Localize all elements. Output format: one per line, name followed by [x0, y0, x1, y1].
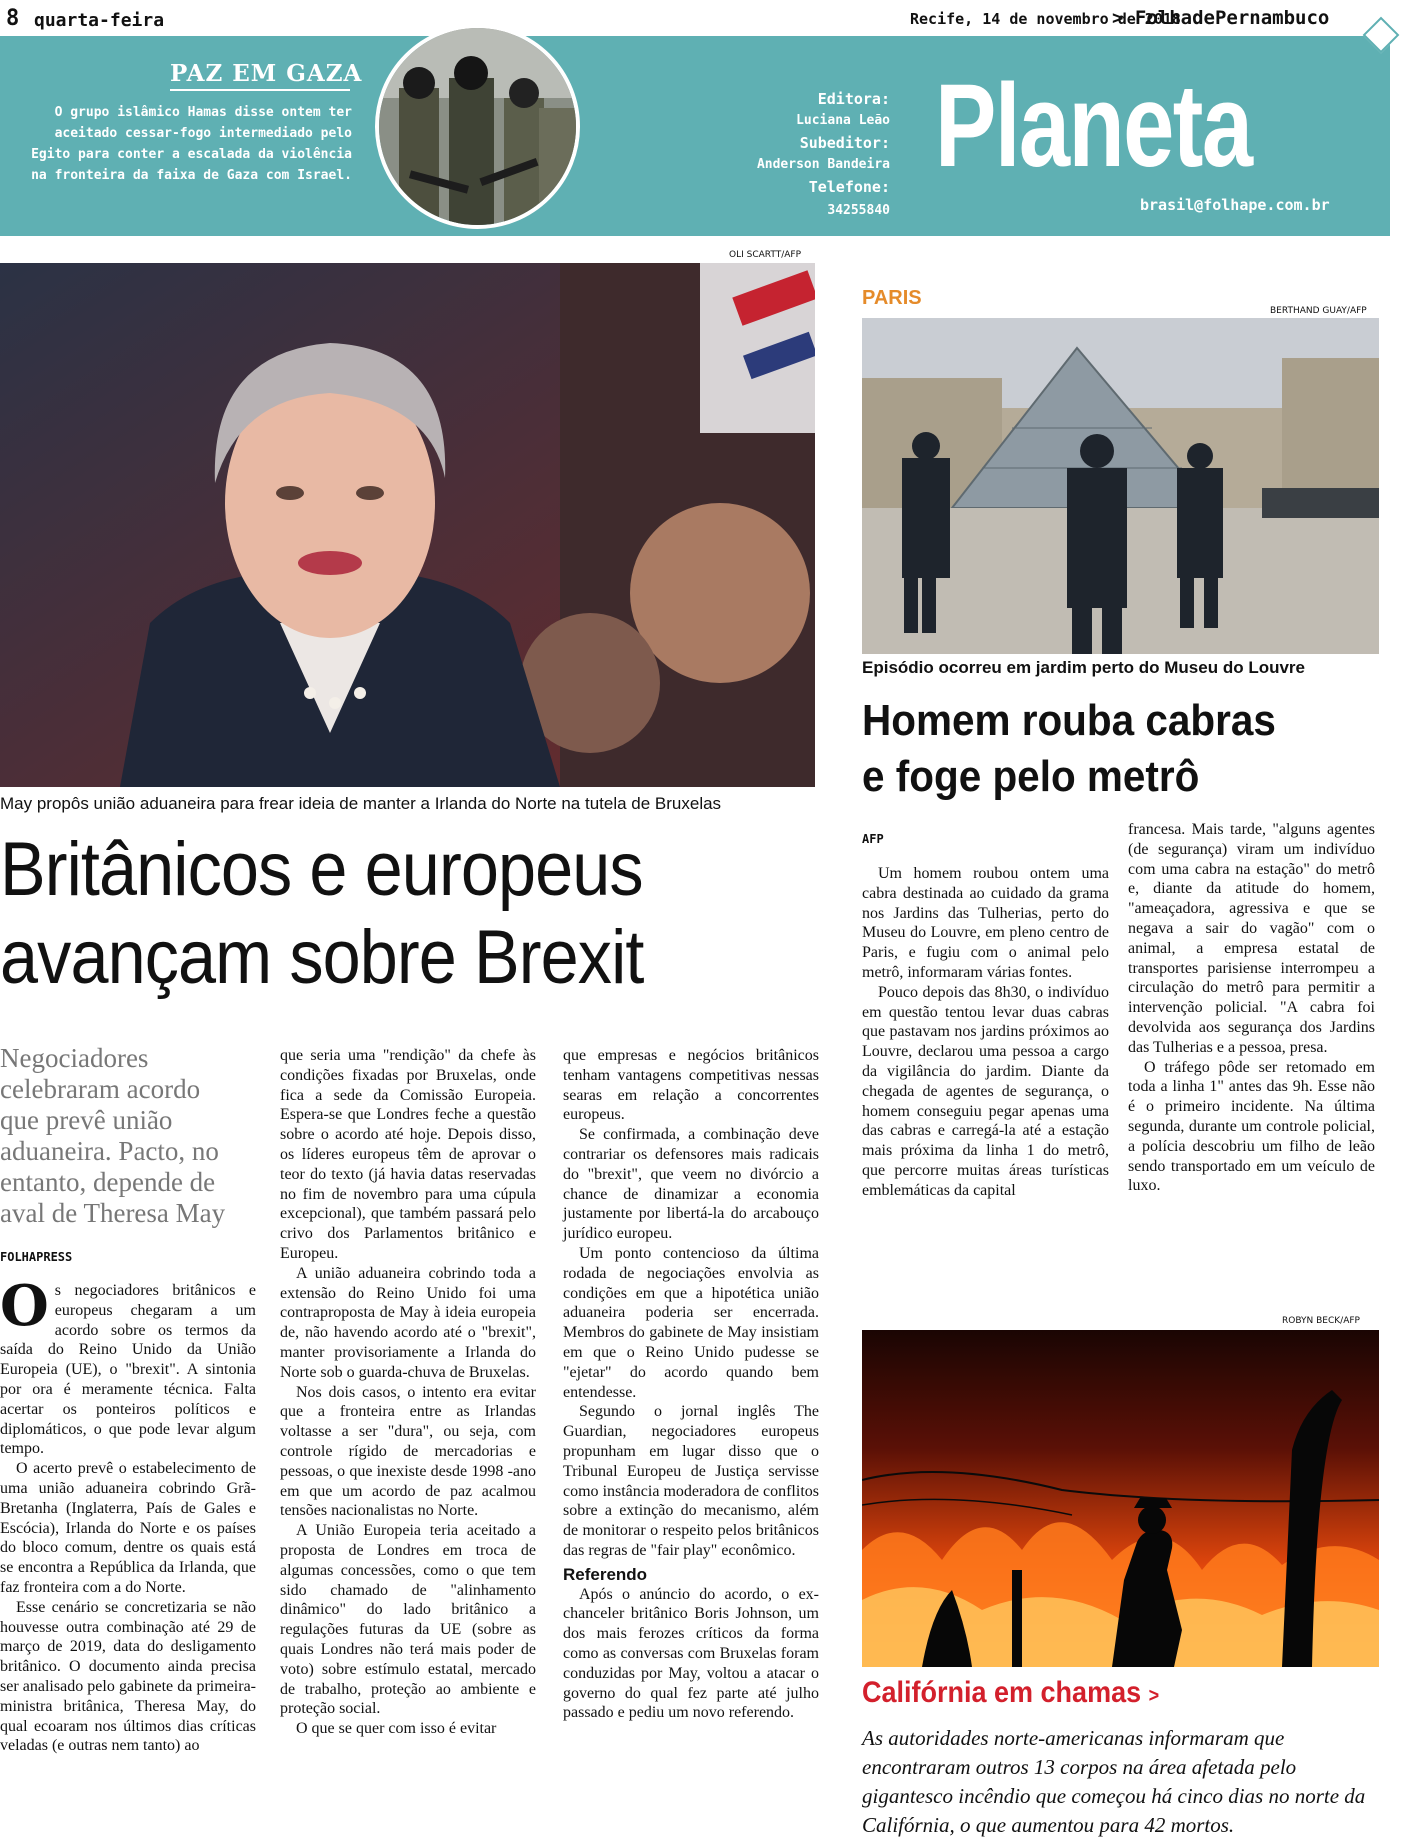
main-photo-caption: May propôs união aduaneira para frear ideia de manter a Irlanda do Norte na tutela de Bruxelas	[0, 794, 722, 813]
col2-paragraph-1: que seria uma "rendição" da chefe às condições fixadas por Bruxelas, onde fica a sede da Comissão Europeia. Espera-se que Londres feche a questão sobre o acordo até hoje. Depois disso, os líderes europeus têm de aprovar o teor do texto (já havia datas reservadas no fim de novembro para uma cúpula excepcional), que também passará pelo crivo dos Parlamentos britânico e Europeu.	[280, 1047, 536, 1262]
main-photo-credit: OLI SCARTT/AFP	[729, 250, 801, 260]
paris-col2-paragraph-1: francesa. Mais tarde, "alguns agentes (de segurança) viram um indivíduo com uma cabra na estação" do metrô e, diante da atitude do homem, "ameaçadora, agressiva e que se negava a sair do vagão" com o animal, a empresa estatal de transportes parisiense interrompeu a circulação do metrô para permitir a intervenção policial. "A cabra foi devolvida aos segurança dos Jardins das Tulherias e a pessoa, presa.	[1128, 821, 1375, 1056]
main-headline-line1: Britânicos e europeus	[0, 827, 643, 912]
louvre-photo	[862, 318, 1379, 654]
gaza-photo	[375, 24, 580, 229]
col3-paragraph-2: Se confirmada, a combinação deve contrariar os defensores mais radicais do "brexit", que veem no divórcio a chance de dinamizar a economia justamente por libertá-la do arcabouço jurídico europeu.	[563, 1126, 819, 1243]
page-number: 8	[6, 6, 20, 31]
col3-paragraph-4: Segundo o jornal inglês The Guardian, negociadores europeus propunham em lugar disso que o Tribunal Europeu de Justiça servisse como instância moderadora de conflitos sobre a extinção do mecanismo, além de monitorar o respeito pelos britânicos das regras de "fair play" econômico.	[563, 1403, 819, 1559]
main-byline: FOLHAPRESS	[0, 1250, 73, 1264]
section-title: Planeta	[935, 60, 1252, 192]
subeditor-label: Subeditor:	[799, 134, 890, 152]
paris-article-col2	[1128, 820, 1375, 1196]
theresa-may-photo	[0, 263, 815, 787]
paris-col1-paragraph-2: Pouco depois das 8h30, o indivíduo em questão tentou levar duas cabras que pastavam nos jardins próximos ao Louvre, declarou uma pessoa a cargo da vigilância do jardim. Diante da chegada de agentes de segurança, o homem conseguiu pegar apenas uma das cabras e carregá-la até a estação mais próxima da linha 1 do metrô, que percorre muitas áreas turísticas emblemáticas da capital	[862, 983, 1109, 1199]
editor-label: Editora:	[817, 90, 890, 108]
paris-tag: PARIS	[862, 287, 922, 309]
col3-paragraph-3: Um ponto contencioso da última rodada de negociações envolvia as condições em que a hipotética união aduaneira poderia ser encerrada. Membros do gabinete de May insistiam em que o Reino Unido pudesse se "ejetar" do acordo quando bem entendesse.	[563, 1244, 819, 1401]
editor-name: Luciana Leão	[796, 113, 890, 128]
phone-label: Telefone:	[808, 178, 890, 196]
section-email[interactable]: brasil@folhape.com.br	[1140, 196, 1330, 214]
louvre-photo-credit: BERTHAND GUAY/AFP	[1270, 306, 1367, 316]
paris-col2-paragraph-2: O tráfego pôde ser retomado em toda a linha 1" antes das 9h. Esse não é o primeiro incidente. Na última segunda, durante um controle policial, a polícia descobriu um filho de leão sendo transportado em um veículo de luxo.	[1128, 1058, 1375, 1195]
section-header-band	[0, 36, 1390, 236]
dropcap: O	[0, 1273, 49, 1339]
main-article-col3	[563, 1046, 819, 1723]
col2-paragraph-5: O que se quer com isso é evitar	[296, 1720, 497, 1738]
louvre-caption: Episódio ocorreu em jardim perto do Museu do Louvre	[862, 658, 1305, 677]
weekday: quarta-feira	[34, 10, 165, 31]
col3-subhead: Referendo	[563, 1564, 648, 1584]
col2-paragraph-3: Nos dois casos, o intento era evitar que a fronteira entre as Irlandas voltasse a ser "dura", ou seja, com controle rígido de mercadorias e pessoas, o que inexiste desde 1998 -ano em que um acordo de paz acalmou tensões nacionalistas no Norte.	[280, 1383, 536, 1520]
california-fire-photo	[862, 1330, 1379, 1667]
newspaper-name: > FolhadePernambuco	[1112, 7, 1330, 29]
col1-paragraph-1: Os negociadores britânicos e europeus chegaram a um acordo sobre os termos da saída do Reino Unido da União Europeia (UE), o "brexit". A sintonia por ora é meramente técnica. Falta acertar os ponteiros políticos e diplomáticos, o que pode levar algum tempo.	[0, 1273, 256, 1458]
col2-paragraph-2: A união aduaneira cobrindo toda a extensão do Reino Unido foi uma contraproposta de May à ideia europeia de, não havendo acordo até o "brexit", manter provisoriamente a Irlanda do Norte sob o guarda-chuva de Bruxelas.	[280, 1264, 536, 1381]
california-title-text: Califórnia em chamas	[862, 1676, 1142, 1709]
gaza-title: PAZ EM GAZA	[170, 60, 363, 87]
editor-info	[740, 88, 890, 222]
paris-byline: AFP	[862, 832, 884, 846]
gaza-summary: O grupo islâmico Hamas disse ontem ter aceitado cessar-fogo intermediado pelo Egito para conter a escalada da violência na fronteira da faixa de Gaza com Israel.	[31, 105, 352, 183]
col1-paragraph-2: O acerto prevê o estabelecimento de uma união aduaneira cobrindo Grã-Bretanha (Inglaterra, País de Gales e Escócia), Irlanda do Norte e os países do bloco comum, dentre os quais está se encontra a República da Irlanda, que faz fronteira com a do Norte.	[0, 1460, 256, 1596]
main-headline-line2: avançam sobre Brexit	[0, 915, 644, 1000]
col1-paragraph-3: Esse cenário se concretizaria se não houvesse outra combinação até 29 de março de 2019, data do desligamento britânico. O documento ainda precisa ser analisado pelo gabinete da primeira-ministra britânica, Theresa May, do qual ecoaram nos últimos dias críticas veladas (e outras nem tanto) ao	[0, 1598, 256, 1755]
california-summary: As autoridades norte-americanas informaram que encontraram outros 13 corpos na área afetada pelo gigantesco incêndio que começou há cinco dias no norte da Califórnia, o que aumentou para 42 mortos.	[862, 1726, 1366, 1837]
chevron-right-icon: >	[1148, 1685, 1160, 1707]
subeditor-name: Anderson Bandeira	[756, 157, 890, 172]
paris-col1-paragraph-1: Um homem roubou ontem uma cabra destinada ao cuidado da grama nos Jardins das Tulherias, perto do Museu do Louvre, em pleno centro de Paris, e fugiu com o animal pelo metrô, informaram várias fontes.	[862, 865, 1109, 981]
paris-headline-line2: e foge pelo metrô	[862, 752, 1200, 801]
edition-date: Recife, 14 de novembro de 2018	[910, 10, 1181, 28]
california-title[interactable]	[862, 1676, 1159, 1710]
main-article-col2	[280, 1046, 536, 1739]
paris-headline	[862, 693, 1340, 805]
paris-article-col1	[862, 864, 1109, 1201]
col3-paragraph-1: que empresas e negócios britânicos tenham vantagens competitivas nessas searas em relação a concorrentes europeus.	[563, 1047, 819, 1124]
gaza-divider	[170, 89, 350, 91]
main-headline	[0, 826, 729, 1002]
main-article-col1	[0, 1273, 256, 1756]
col2-paragraph-4: A União Europeia teria aceitado a proposta de Londres em troca de algumas concessões, como o que tem sido chamado de "alinhamento dinâmico" do lado britânico a regulações futuras da UE (sobre as quais Londres não terá mais poder de voto) sobre estímulo estatal, mercado de trabalho, proteção ao ambiente e proteção social.	[280, 1522, 536, 1718]
main-deck: Negociadores celebraram acordo que prevê união aduaneira. Pacto, no entanto, depende de aval de Theresa May	[0, 1043, 226, 1228]
fire-photo-credit: ROBYN BECK/AFP	[1282, 1316, 1360, 1326]
paris-headline-line1: Homem rouba cabras	[862, 696, 1276, 745]
col3-paragraph-5: Após o anúncio do acordo, o ex-chanceler britânico Boris Johnson, um dos mais ferozes críticos da forma como as conversas com Bruxelas foram conduzidas por May, voltou a atacar o governo do qual fez parte até julho passado e pediu um novo referendo.	[563, 1585, 819, 1722]
top-strip	[0, 0, 1407, 36]
phone-number: 34255840	[827, 203, 890, 218]
